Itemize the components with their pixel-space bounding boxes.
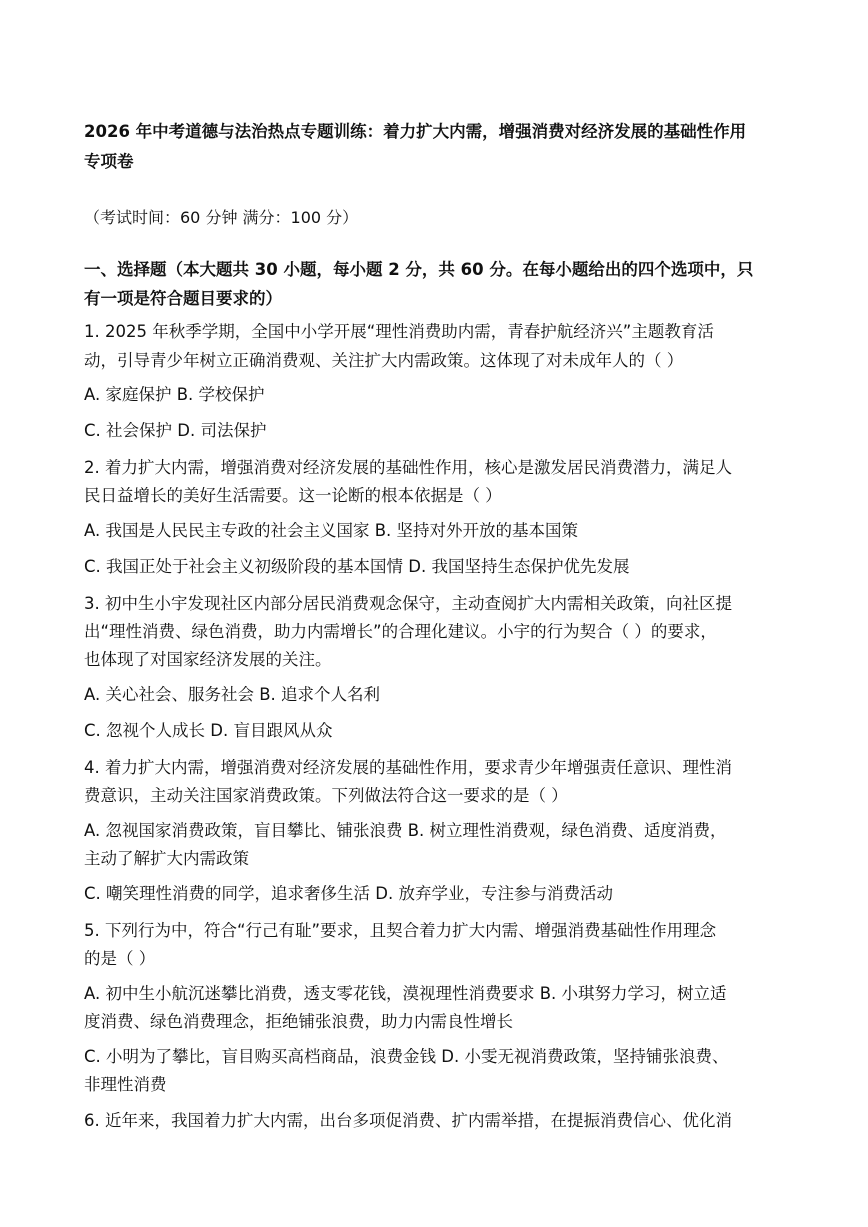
exam-info: （考试时间：60 分钟 满分：100 分） xyxy=(84,208,359,227)
question-5-line-2: 的是（ ） xyxy=(84,949,156,968)
question-3-line-3: 也体现了对国家经济发展的关注。 xyxy=(84,650,332,669)
question-1-options-ab: A. 家庭保护 B. 学校保护 xyxy=(84,385,265,404)
question-5-options-ab-line-1: A. 初中生小航沉迷攀比消费，透支零花钱，漠视理性消费要求 B. 小琪努力学习，树立适 xyxy=(84,984,727,1003)
document-title xyxy=(84,117,804,177)
section-heading-line: 一、选择题（本大题共 30 小题，每小题 2 分，共 60 分。在每小题给出的四个选项中，只 xyxy=(84,260,754,279)
question-3-options-ab: A. 关心社会、服务社会 B. 追求个人名利 xyxy=(84,685,381,704)
question-4-options-ab-line-1: A. 忽视国家消费政策，盲目攀比、铺张浪费 B. 树立理性消费观，绿色消费、适度消费， xyxy=(84,821,727,840)
question-5-options-cd-line-1: C. 小明为了攀比，盲目购买高档商品，浪费金钱 D. 小雯无视消费政策，坚持铺张浪费、 xyxy=(84,1047,729,1066)
question-2-options-cd: C. 我国正处于社会主义初级阶段的基本国情 D. 我国坚持生态保护优先发展 xyxy=(84,557,630,576)
question-2-line-1: 2. 着力扩大内需，增强消费对经济发展的基础性作用，核心是激发居民消费潜力，满足人 xyxy=(84,458,732,477)
section-heading-line: 有一项是符合题目要求的） xyxy=(84,289,282,308)
question-2-options-ab: A. 我国是人民民主专政的社会主义国家 B. 坚持对外开放的基本国策 xyxy=(84,521,579,540)
title-line: 专项卷 xyxy=(84,152,134,171)
question-3-options-cd: C. 忽视个人成长 D. 盲目跟风从众 xyxy=(84,721,333,740)
question-4-line-2: 费意识，主动关注国家消费政策。下列做法符合这一要求的是（ ） xyxy=(84,786,568,805)
question-4-line-1: 4. 着力扩大内需，增强消费对经济发展的基础性作用，要求青少年增强责任意识、理性消 xyxy=(84,758,732,777)
title-line: 2026 年中考道德与法治热点专题训练：着力扩大内需，增强消费对经济发展的基础性作用 xyxy=(84,122,747,141)
question-1-line-2: 动，引导青少年树立正确消费观、关注扩大内需政策。这体现了对未成年人的（ ） xyxy=(84,351,684,370)
question-1-options-cd: C. 社会保护 D. 司法保护 xyxy=(84,421,267,440)
question-3-line-1: 3. 初中生小宇发现社区内部分居民消费观念保守，主动查阅扩大内需相关政策，向社区提 xyxy=(84,594,732,613)
question-5-options-ab-line-2: 度消费、绿色消费理念，拒绝铺张浪费，助力内需良性增长 xyxy=(84,1012,513,1031)
question-4-options-cd: C. 嘲笑理性消费的同学，追求奢侈生活 D. 放弃学业，专注参与消费活动 xyxy=(84,884,613,903)
question-5-line-1: 5. 下列行为中，符合“行己有耻”要求，且契合着力扩大内需、增强消费基础性作用理念 xyxy=(84,921,717,940)
question-6-line-1: 6. 近年来，我国着力扩大内需，出台多项促消费、扩内需举措，在提振消费信心、优化消 xyxy=(84,1111,732,1130)
question-2-line-2: 民日益增长的美好生活需要。这一论断的根本依据是（ ） xyxy=(84,486,502,505)
question-5-options-cd-line-2: 非理性消费 xyxy=(84,1075,167,1094)
question-1-line-1: 1. 2025 年秋季学期，全国中小学开展“理性消费助内需，青春护航经济兴”主题教育活 xyxy=(84,322,714,341)
question-4-options-ab-line-2: 主动了解扩大内需政策 xyxy=(84,849,249,868)
question-3-line-2: 出“理性消费、绿色消费，助力内需增长”的合理化建议。小宇的行为契合（ ）的要求， xyxy=(84,622,717,641)
section-heading xyxy=(84,255,804,313)
